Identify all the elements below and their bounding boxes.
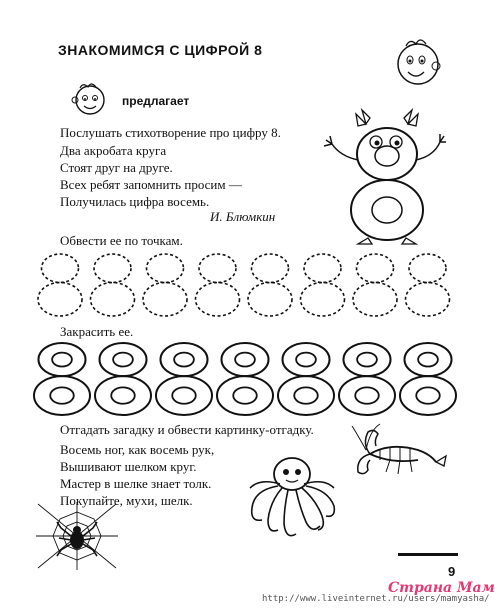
boy-face-icon <box>66 78 116 118</box>
boy-face-icon <box>392 36 448 88</box>
instruction-color: Закрасить ее. <box>60 324 134 339</box>
dotted-eight <box>38 254 82 316</box>
poem-line: Два акробата круга <box>60 143 167 158</box>
footer-url: http://www.liveinternet.ru/users/mamyasha/ <box>262 594 490 604</box>
instruction-riddle: Отгадать загадку и обвести картинку-отгадку. <box>60 422 314 437</box>
poem-line: Всех ребят запомнить просим — <box>60 177 242 192</box>
outline-eight <box>217 343 273 415</box>
poem-line: Получилась цифра восемь. <box>60 194 210 209</box>
outline-eight <box>156 343 212 415</box>
outline-eight <box>34 343 90 415</box>
riddle <box>60 441 214 509</box>
dotted-eight <box>406 254 450 316</box>
crayfish-icon <box>350 420 450 486</box>
dotted-eights-row <box>34 250 454 318</box>
riddle-line: Восемь ног, как восемь рук, <box>60 442 215 457</box>
dotted-eight <box>248 254 292 316</box>
outline-eight <box>278 343 334 415</box>
riddle-line: Вышивают шелком круг. <box>60 459 197 474</box>
riddle-line: Покупайте, мухи, шелк. <box>60 493 193 508</box>
dotted-eight <box>143 254 187 316</box>
outline-eight <box>95 343 151 415</box>
dotted-eight <box>353 254 397 316</box>
octopus-icon <box>240 452 344 548</box>
suggest-label: предлагает <box>122 94 190 108</box>
page-title: ЗНАКОМИМСЯ С ЦИФРОЙ 8 <box>58 42 263 58</box>
dotted-eight <box>301 254 345 316</box>
outline-eights-row <box>30 340 460 418</box>
instruction-listen: Послушать стихотворение про цифру 8. <box>60 125 281 140</box>
footer-brand: Страна Мам <box>388 580 495 596</box>
poem-line: Стоят друг на друге. <box>60 160 173 175</box>
dotted-eight <box>196 254 240 316</box>
poem <box>60 142 242 210</box>
page-number: 9 <box>448 564 456 579</box>
page-number-rule <box>398 553 458 556</box>
outline-eight <box>400 343 456 415</box>
number-eight-character <box>318 106 446 248</box>
spider-icon <box>34 500 120 572</box>
riddle-line: Мастер в шелке знает толк. <box>60 476 212 491</box>
poem-author: И. Блюмкин <box>210 209 276 224</box>
outline-eight <box>339 343 395 415</box>
instruction-trace: Обвести ее по точкам. <box>60 233 183 248</box>
dotted-eight <box>91 254 135 316</box>
